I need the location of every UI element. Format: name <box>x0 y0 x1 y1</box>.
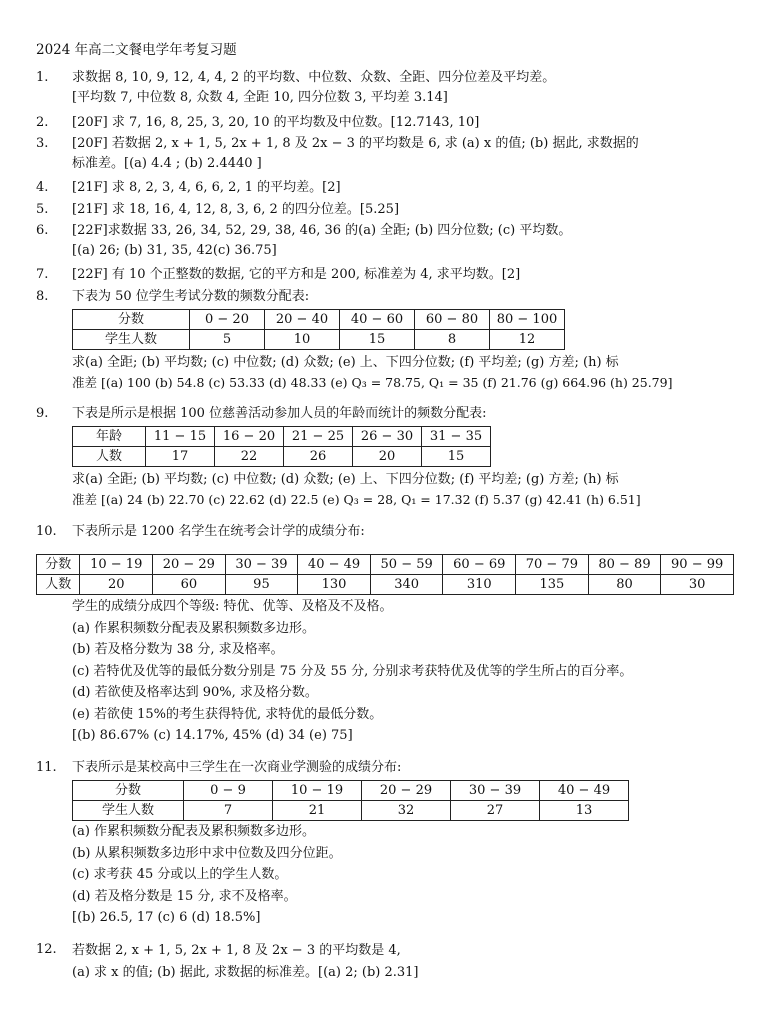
question-text: 求数据 8, 10, 9, 12, 4, 4, 2 的平均数、中位数、众数、全距、四分位差及平均差。 <box>72 70 556 85</box>
table-cell: 40 − 49 <box>540 781 629 801</box>
table-cell: 10 <box>265 330 340 350</box>
table-cell: 人数 <box>73 447 146 467</box>
question-5 <box>36 200 748 220</box>
table-cell: 310 <box>443 575 516 595</box>
question-number: 5. <box>36 202 49 217</box>
question-text: 下表所示是某校高中三学生在一次商业学测验的成绩分布: <box>72 760 402 775</box>
table-cell: 130 <box>298 575 371 595</box>
question-text: [20F] 求 7, 16, 8, 25, 3, 20, 10 的平均数及中位数。[12.7143, 10] <box>72 115 480 130</box>
table-cell: 50 − 59 <box>370 555 443 575</box>
page-title: 2024 年高二文餐电学年考复习题 <box>36 42 237 58</box>
question-9 <box>36 404 748 510</box>
table-cell: 0 − 20 <box>190 310 265 330</box>
table-row <box>73 801 629 821</box>
table-cell: 30 <box>661 575 734 595</box>
answer-text: [(a) 26; (b) 31, 35, 42(c) 36.75] <box>72 243 277 258</box>
table-cell: 31 − 35 <box>422 427 491 447</box>
question-text: [22F] 有 10 个正整数的数据, 它的平方和是 200, 标准差为 4, 求平均数。[2] <box>72 267 521 282</box>
table-cell: 30 − 39 <box>225 555 298 575</box>
question-number: 7. <box>36 267 49 282</box>
table-cell: 40 − 60 <box>340 310 415 330</box>
frequency-table <box>72 309 565 350</box>
table-cell: 13 <box>540 801 629 821</box>
question-number: 10. <box>36 524 57 539</box>
question-text: [22F]求数据 33, 26, 34, 52, 29, 38, 46, 36 的(a) 全距; (b) 四分位数; (c) 平均数。 <box>72 223 572 238</box>
question-text: [21F] 求 8, 2, 3, 4, 6, 6, 2, 1 的平均差。[2] <box>72 180 341 195</box>
table-cell: 16 − 20 <box>215 427 284 447</box>
table-cell: 分数 <box>37 555 80 575</box>
table-cell: 32 <box>362 801 451 821</box>
table-cell: 21 − 25 <box>284 427 353 447</box>
question-part: (d) 若及格分数是 15 分, 求不及格率。 <box>72 888 297 904</box>
question-10-parts <box>36 596 748 747</box>
table-header-row <box>73 310 565 330</box>
question-text: 求(a) 全距; (b) 平均数; (c) 中位数; (d) 众数; (e) 上、下四分位数; (f) 平均差; (g) 方差; (h) 标 <box>72 355 619 370</box>
table-cell: 年龄 <box>73 427 146 447</box>
table-cell: 分数 <box>73 781 184 801</box>
answer-text: 准差 [(a) 24 (b) 22.70 (c) 22.62 (d) 22.5 (e) Q₃ = 28, Q₁ = 17.32 (f) 5.37 (g) 42.41 (h) 6.51] <box>72 492 641 507</box>
question-3 <box>36 134 748 174</box>
question-text: 求(a) 全距; (b) 平均数; (c) 中位数; (d) 众数; (e) 上、下四分位数; (f) 平均差; (g) 方差; (h) 标 <box>72 472 619 487</box>
table-cell: 10 − 19 <box>273 781 362 801</box>
table-cell: 40 − 49 <box>298 555 371 575</box>
table-cell: 7 <box>184 801 273 821</box>
question-part: (a) 作累积频数分配表及累积频数多边形。 <box>72 824 316 839</box>
answer-text: 准差 [(a) 100 (b) 54.8 (c) 53.33 (d) 48.33 (e) Q₃ = 78.75, Q₁ = 35 (f) 21.76 (g) 664.96 (h) 25.79] <box>72 375 673 390</box>
answer-text: [(b) 26.5, 17 (c) 6 (d) 18.5%] <box>72 910 261 925</box>
table-cell: 20 − 29 <box>362 781 451 801</box>
frequency-table <box>72 780 629 821</box>
answer-text: (a) 求 x 的值; (b) 据此, 求数据的标准差。[(a) 2; (b) 2.31] <box>72 965 419 980</box>
table-cell: 12 <box>490 330 565 350</box>
table-cell: 15 <box>340 330 415 350</box>
question-number: 11. <box>36 760 57 775</box>
answer-text: [(b) 86.67% (c) 14.17%, 45% (d) 34 (e) 75] <box>72 728 353 743</box>
question-number: 6. <box>36 223 49 238</box>
table-cell: 20 − 40 <box>265 310 340 330</box>
question-10 <box>36 522 748 542</box>
table-cell: 8 <box>415 330 490 350</box>
question-text: 下表所示是 1200 名学生在统考会计学的成绩分布: <box>72 524 365 539</box>
question-part: (d) 若欲使及格率达到 90%, 求及格分数。 <box>72 685 318 700</box>
table-cell: 学生人数 <box>73 330 190 350</box>
table-row <box>73 447 491 467</box>
table-cell: 340 <box>370 575 443 595</box>
table-cell: 5 <box>190 330 265 350</box>
question-text: [21F] 求 18, 16, 4, 12, 8, 3, 6, 2 的四分位差。[5.25] <box>72 202 400 217</box>
table-cell: 70 − 79 <box>516 555 589 575</box>
table-header-row <box>73 427 491 447</box>
question-number: 9. <box>36 406 49 421</box>
table-cell: 80 − 89 <box>588 555 661 575</box>
table-cell: 27 <box>451 801 540 821</box>
table-cell: 60 <box>153 575 226 595</box>
question-text: 学生的成绩分成四个等级: 特优、优等、及格及不及格。 <box>72 599 393 614</box>
question-number: 4. <box>36 180 49 195</box>
answer-text: [平均数 7, 中位数 8, 众数 4, 全距 10, 四分位数 3, 平均差 3.14] <box>72 90 448 105</box>
question-number: 3. <box>36 136 49 151</box>
question-number: 2. <box>36 115 49 130</box>
table-cell: 21 <box>273 801 362 821</box>
question-text: 下表是所示是根据 100 位慈善活动参加人员的年龄而统计的频数分配表: <box>72 406 487 421</box>
table-cell: 26 <box>284 447 353 467</box>
table-row <box>37 575 734 595</box>
question-number: 8. <box>36 289 49 304</box>
frequency-table <box>36 554 734 595</box>
question-part: (c) 求考获 45 分或以上的学生人数。 <box>72 867 288 882</box>
table-cell: 17 <box>146 447 215 467</box>
table-cell: 15 <box>422 447 491 467</box>
question-1 <box>36 68 748 108</box>
question-part: (a) 作累积频数分配表及累积频数多边形。 <box>72 620 316 636</box>
table-cell: 80 <box>588 575 661 595</box>
question-text: 下表为 50 位学生考试分数的频数分配表: <box>72 289 310 304</box>
question-7 <box>36 265 748 285</box>
table-header-row <box>37 555 734 575</box>
question-11 <box>36 758 748 929</box>
table-cell: 人数 <box>37 575 80 595</box>
question-4 <box>36 178 748 198</box>
question-part: (b) 若及格分数为 38 分, 求及格率。 <box>72 642 284 657</box>
question-text: [20F] 若数据 2, x + 1, 5, 2x + 1, 8 及 2x − 3 的平均数是 6, 求 (a) x 的值; (b) 据此, 求数据的 <box>72 136 639 151</box>
frequency-table <box>72 426 491 467</box>
question-8 <box>36 287 748 393</box>
table-cell: 22 <box>215 447 284 467</box>
table-cell: 60 − 80 <box>415 310 490 330</box>
question-part: (b) 从累积频数多边形中求中位数及四分位距。 <box>72 845 342 861</box>
table-cell: 30 − 39 <box>451 781 540 801</box>
table-header-row <box>73 781 629 801</box>
question-text: 若数据 2, x + 1, 5, 2x + 1, 8 及 2x − 3 的平均数是 4, <box>72 943 401 958</box>
table-cell: 26 − 30 <box>353 427 422 447</box>
question-part: (c) 若特优及优等的最低分数分别是 75 分及 55 分, 分别求考获特优及优等的学生所占的百分率。 <box>72 663 633 679</box>
table-cell: 0 − 9 <box>184 781 273 801</box>
question-number: 12. <box>36 942 57 957</box>
table-cell: 60 − 69 <box>443 555 516 575</box>
table-cell: 学生人数 <box>73 801 184 821</box>
table-cell: 分数 <box>73 310 190 330</box>
table-cell: 11 − 15 <box>146 427 215 447</box>
question-6 <box>36 221 748 261</box>
table-cell: 20 <box>80 575 153 595</box>
table-cell: 80 − 100 <box>490 310 565 330</box>
question-part: (e) 若欲使 15%的考生获得特优, 求特优的最低分数。 <box>72 706 383 722</box>
table-cell: 95 <box>225 575 298 595</box>
question-2 <box>36 113 748 133</box>
answer-text: 标准差。[(a) 4.4 ; (b) 2.4440 ] <box>72 156 262 171</box>
table-cell: 90 − 99 <box>661 555 734 575</box>
table-row <box>73 330 565 350</box>
table-cell: 10 − 19 <box>80 555 153 575</box>
table-cell: 20 − 29 <box>153 555 226 575</box>
question-12 <box>36 940 748 984</box>
table-cell: 135 <box>516 575 589 595</box>
table-cell: 20 <box>353 447 422 467</box>
question-number: 1. <box>36 70 49 85</box>
